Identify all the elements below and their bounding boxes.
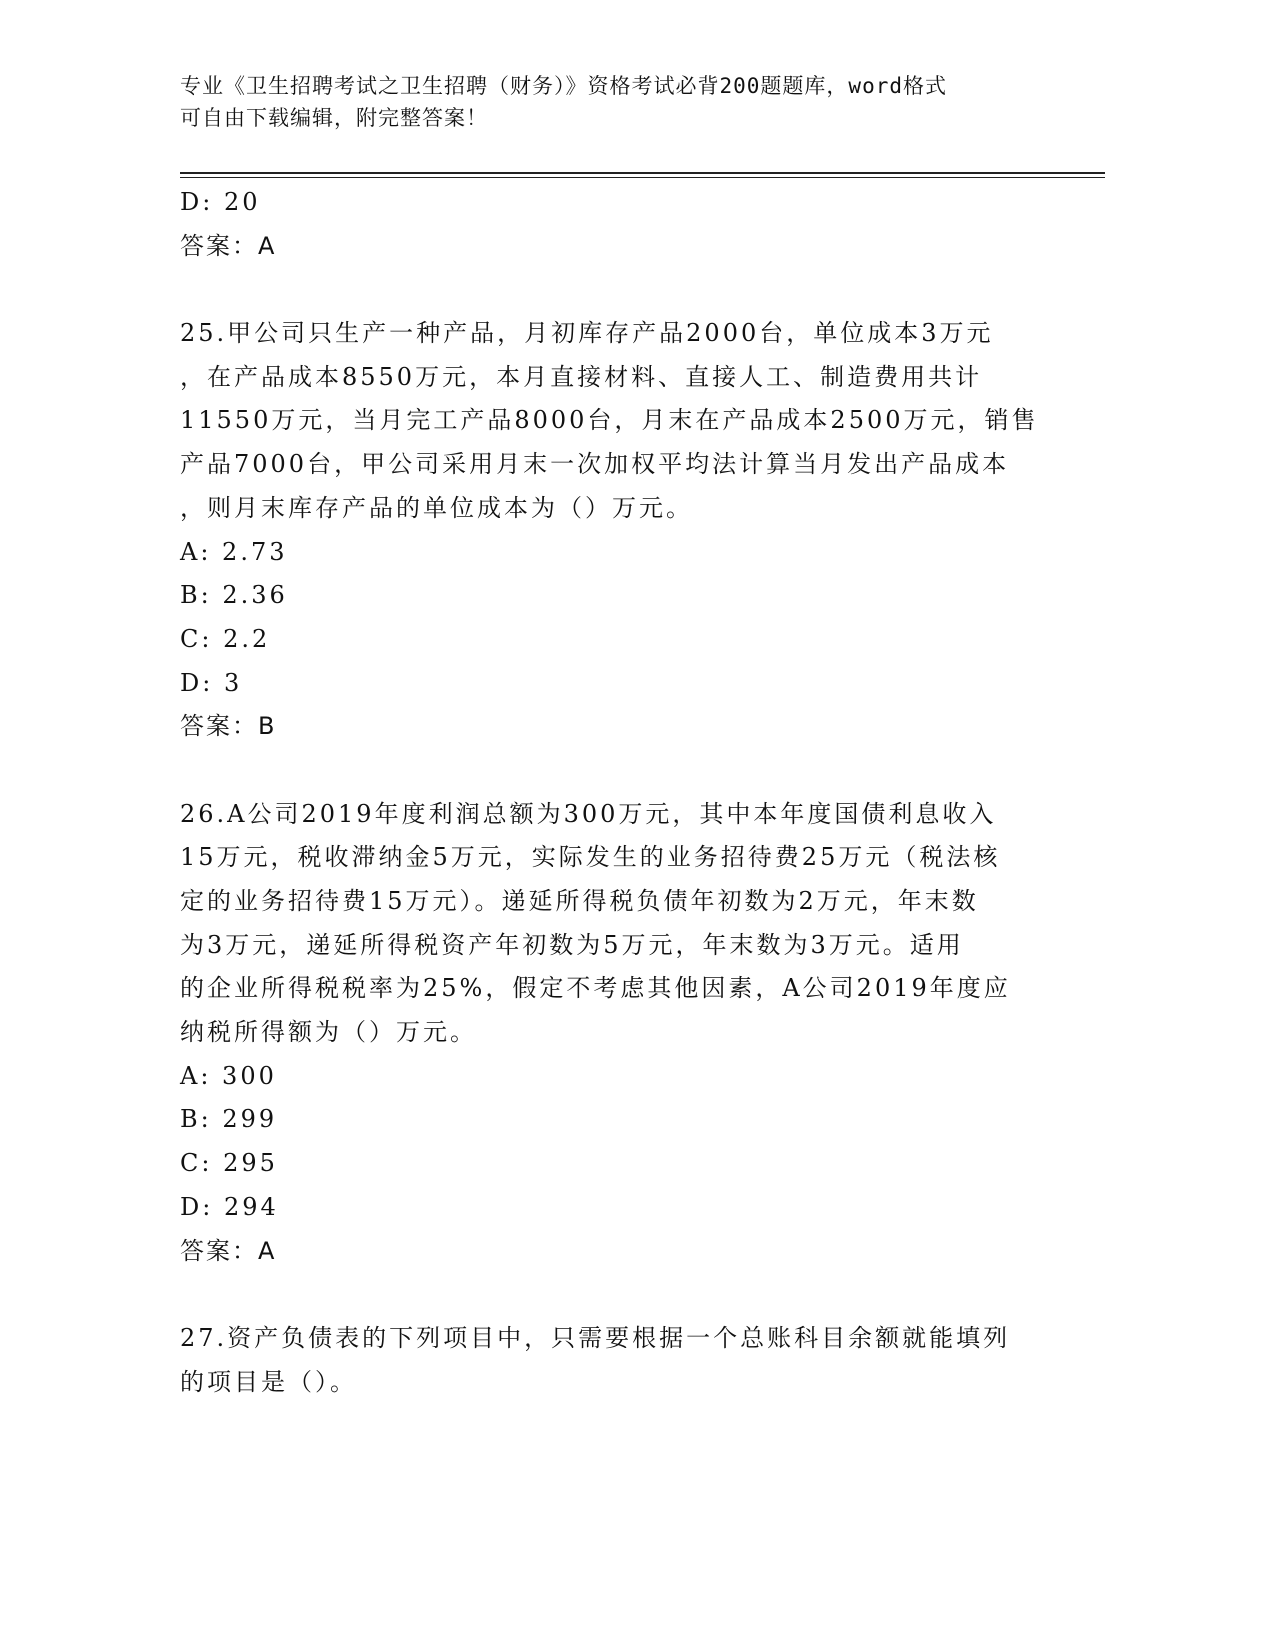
spacer [180,749,1040,793]
previous-question-tail [180,181,1040,268]
document-header [180,70,1060,134]
question-text-line: 11550万元，当月完工产品8000台，月末在产品成本2500万元，销售 [180,406,1039,435]
question-text-line: 15万元，税收滞纳金5万元，实际发生的业务招待费25万元（税法核 [180,843,1001,872]
option-d: D: 20 [180,188,261,216]
question-text-line: ，则月末库存产品的单位成本为（）万元。 [180,493,693,522]
header-line-1: 专业《卫生招聘考试之卫生招聘（财务）》资格考试必背200题题库，word格式 [180,74,947,98]
header-line-2: 可自由下载编辑，附完整答案！ [180,106,488,130]
option-d: D: 3 [180,668,243,697]
option-c: C: 295 [180,1149,278,1178]
answer-line: 答案：A [180,1236,277,1265]
question-text-line: 纳税所得额为（）万元。 [180,1018,477,1047]
question-25 [180,312,1040,749]
question-text-line: 产品7000台，甲公司采用月末一次加权平均法计算当月发出产品成本 [180,450,1010,479]
option-a: A: 300 [180,1061,277,1090]
question-text-line: 27.资产负债表的下列项目中，只需要根据一个总账科目余额就能填列 [180,1323,1011,1352]
question-27 [180,1317,1040,1404]
question-text-line: ，在产品成本8550万元，本月直接材料、直接人工、制造费用共计 [180,362,983,391]
answer-line: 答案：A [180,231,277,260]
option-b: B: 299 [180,1105,278,1134]
option-b: B: 2.36 [180,581,288,610]
header-divider-thick [180,172,1105,174]
question-text-line: 的项目是（）。 [180,1367,357,1396]
spacer [180,268,1040,312]
question-text-line: 的企业所得税税率为25%，假定不考虑其他因素，A公司2019年度应 [180,974,1011,1003]
question-text-line: 26.A公司2019年度利润总额为300万元，其中本年度国债利息收入 [180,799,997,828]
header-divider-thin [180,177,1105,178]
option-a: A: 2.73 [180,537,288,566]
question-content [180,181,1040,1404]
question-text-line: 为3万元，递延所得税资产年初数为5万元，年末数为3万元。适用 [180,930,964,959]
option-d: D: 294 [180,1192,279,1221]
question-text-line: 定的业务招待费15万元）。递延所得税负债年初数为2万元，年末数 [180,887,979,915]
spacer [180,1273,1040,1317]
option-c: C: 2.2 [180,624,271,653]
question-text-line: 25.甲公司只生产一种产品，月初库存产品2000台，单位成本3万元 [180,319,994,348]
answer-line: 答案：B [180,712,277,741]
question-26 [180,793,1040,1274]
